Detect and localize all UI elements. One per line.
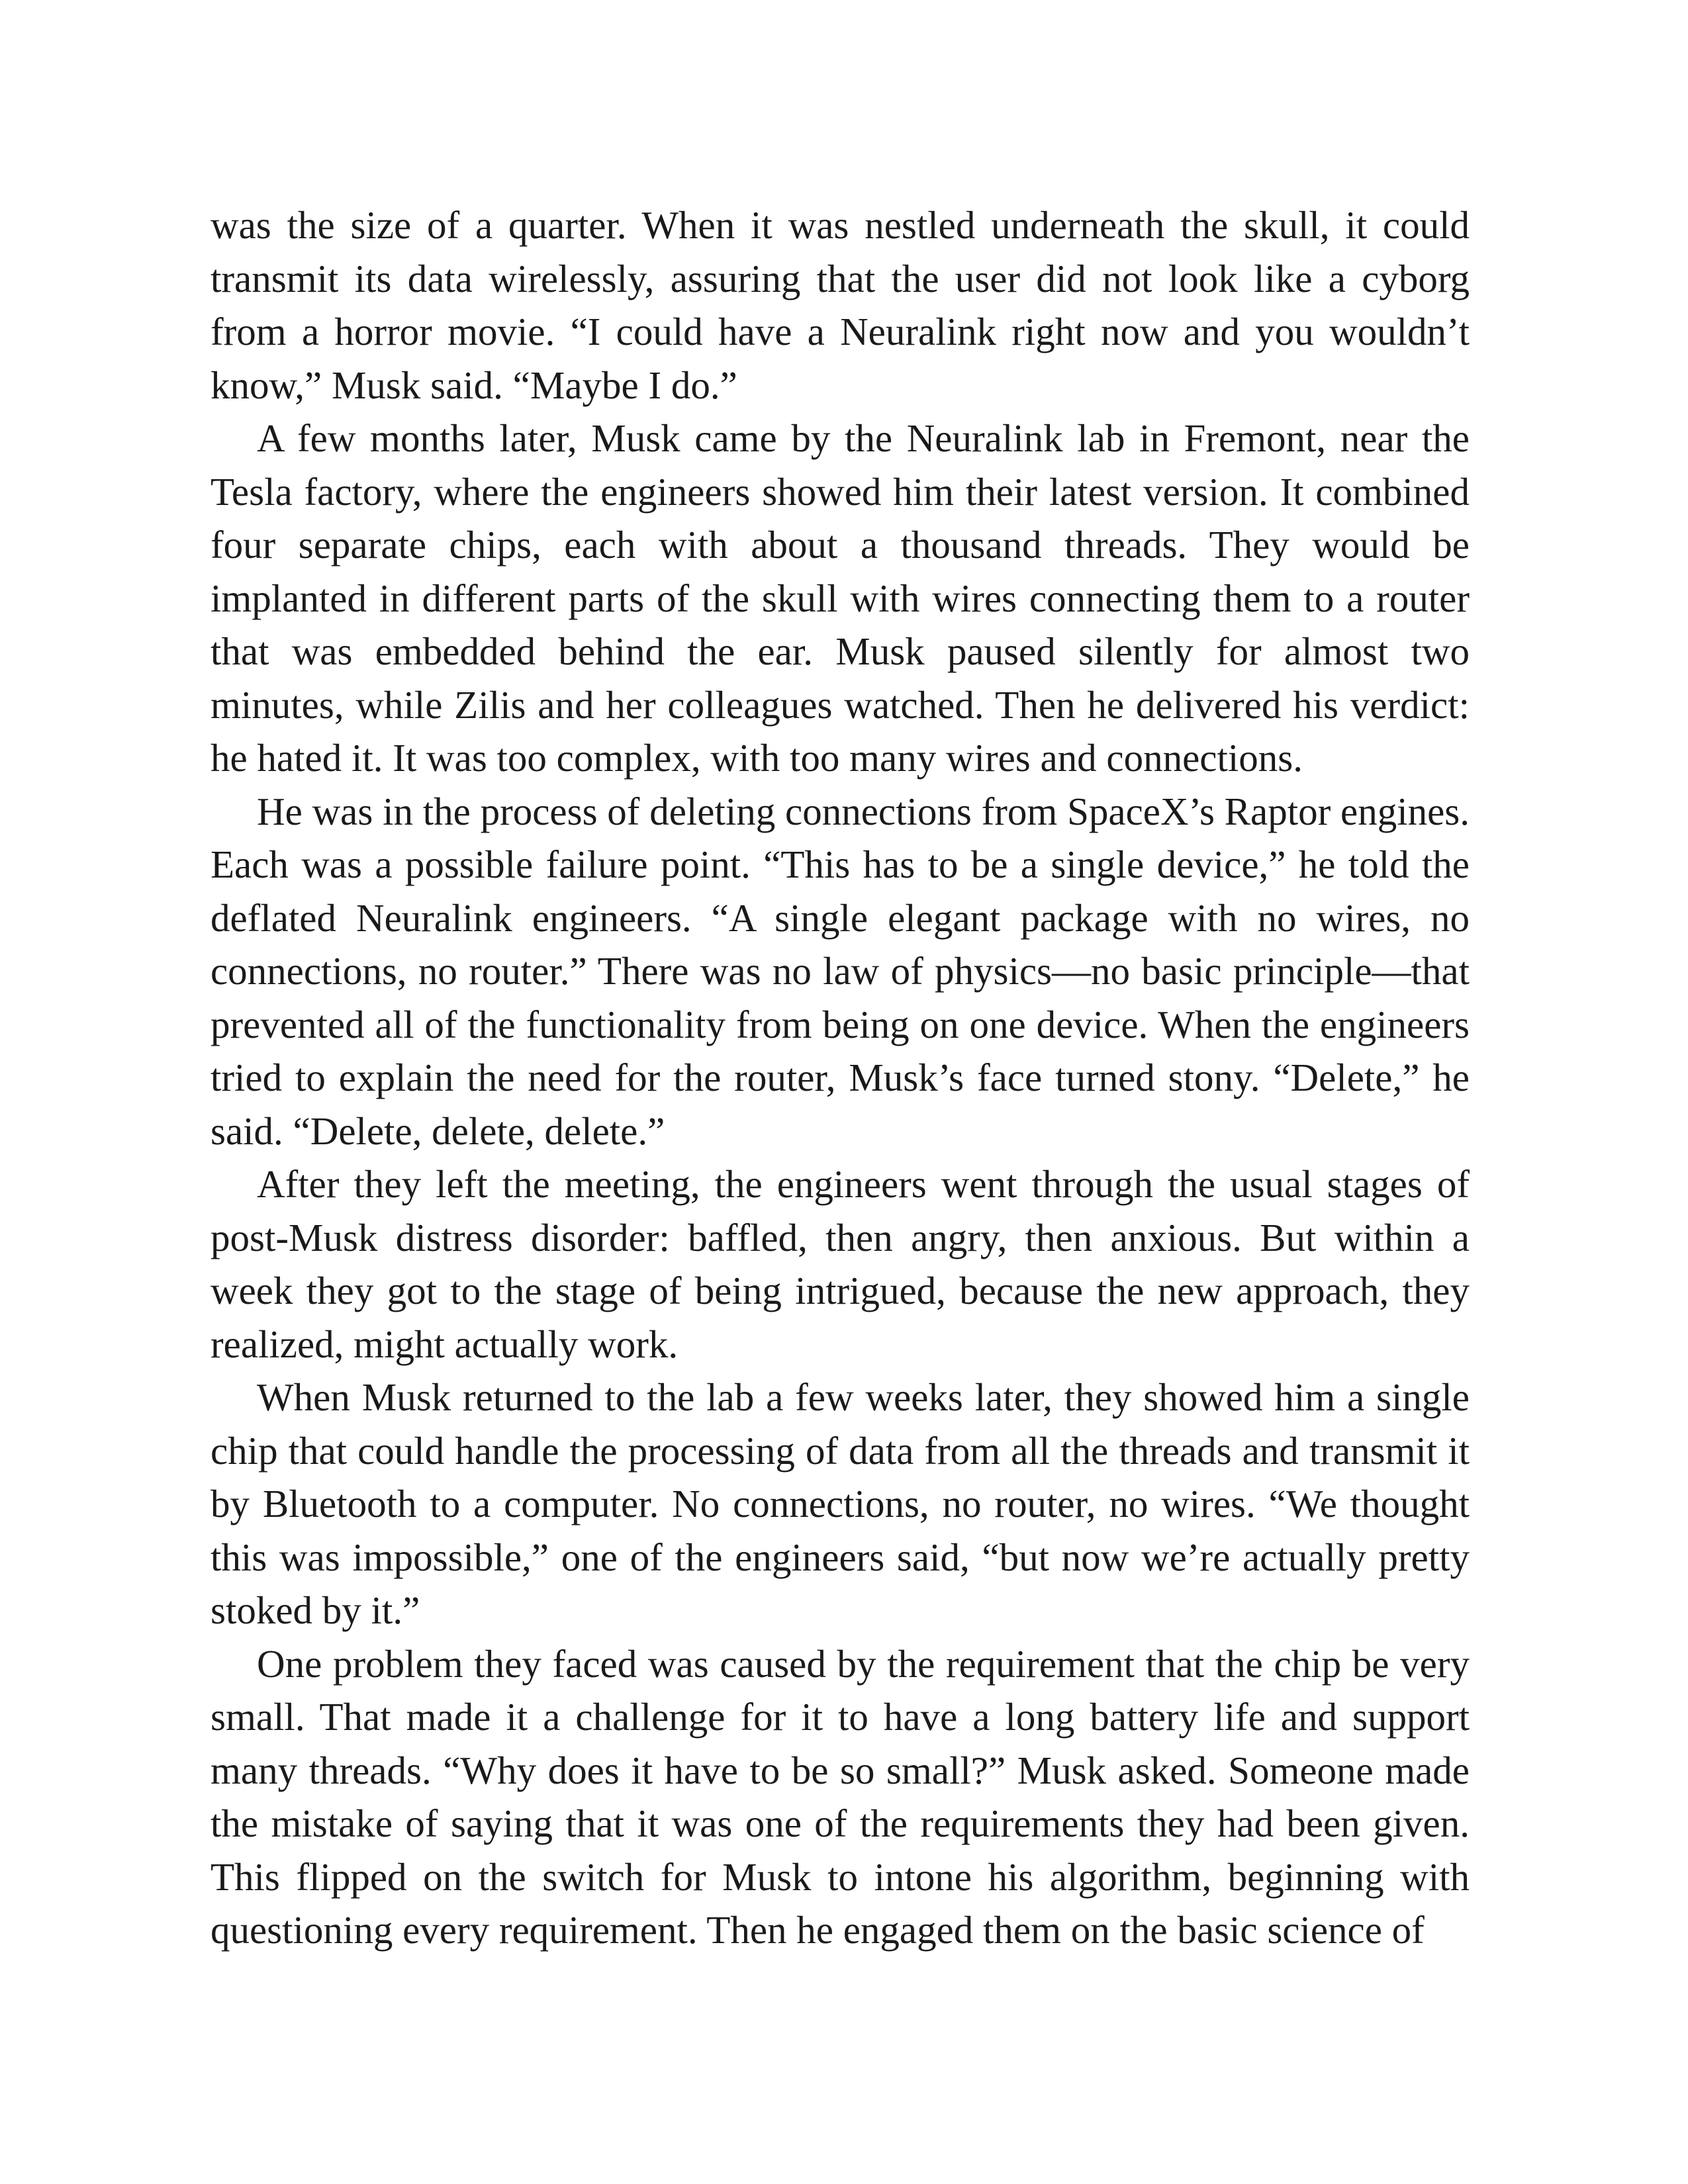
paragraph-5: When Musk returned to the lab a few weeks later, they showed him a single chip that could handle the processing of data from all the threads and transmit it by Bluetooth to a computer. No connections, no router, no wires. “We thought this was impossible,” one of the engineers said, “but now we’re actually pretty stoked by it.” <box>211 1375 1470 1632</box>
paragraph-2: A few months later, Musk came by the Neuralink lab in Fremont, near the Tesla factory, where the engineers showed him their latest version. It combined four separate chips, each with about a thousand threads. They would be implanted in different parts of the skull with wires connecting them to a router that was embedded behind the ear. Musk paused silently for almost two minutes, while Zilis and her colleagues watched. Then he delivered his verdict: he hated it. It was too complex, with too many wires and connections. <box>211 416 1470 780</box>
body-text <box>211 199 1470 1957</box>
paragraph-1: was the size of a quarter. When it was nestled underneath the skull, it could transmit its data wirelessly, assuring that the user did not look like a cyborg from a horror movie. “I could have a Neuralink right now and you wouldn’t know,” Musk said. “Maybe I do.” <box>211 203 1470 407</box>
paragraph-4: After they left the meeting, the engineers went through the usual stages of post-Musk distress disorder: baffled, then angry, then anxious. But within a week they got to the stage of being intrigued, because the new approach, they realized, might actually work. <box>211 1162 1470 1366</box>
paragraph-6: One problem they faced was caused by the requirement that the chip be very small. That made it a challenge for it to have a long battery life and support many threads. “Why does it have to be so small?” Musk asked. Someone made the mistake of saying that it was one of the requirements they had been given. This flipped on the switch for Musk to intone his algorithm, beginning with questioning every requirement. Then he engaged them on the basic science of <box>211 1641 1470 1952</box>
paragraph-3: He was in the process of deleting connections from SpaceX’s Raptor engines. Each was a possible failure point. “This has to be a single device,” he told the deflated Neuralink engineers. “A single elegant package with no wires, no connections, no router.” There was no law of physics—no basic principle—that prevented all of the functionality from being on one device. When the engineers tried to explain the need for the router, Musk’s face turned stony. “Delete,” he said. “Delete, delete, delete.” <box>211 789 1470 1153</box>
